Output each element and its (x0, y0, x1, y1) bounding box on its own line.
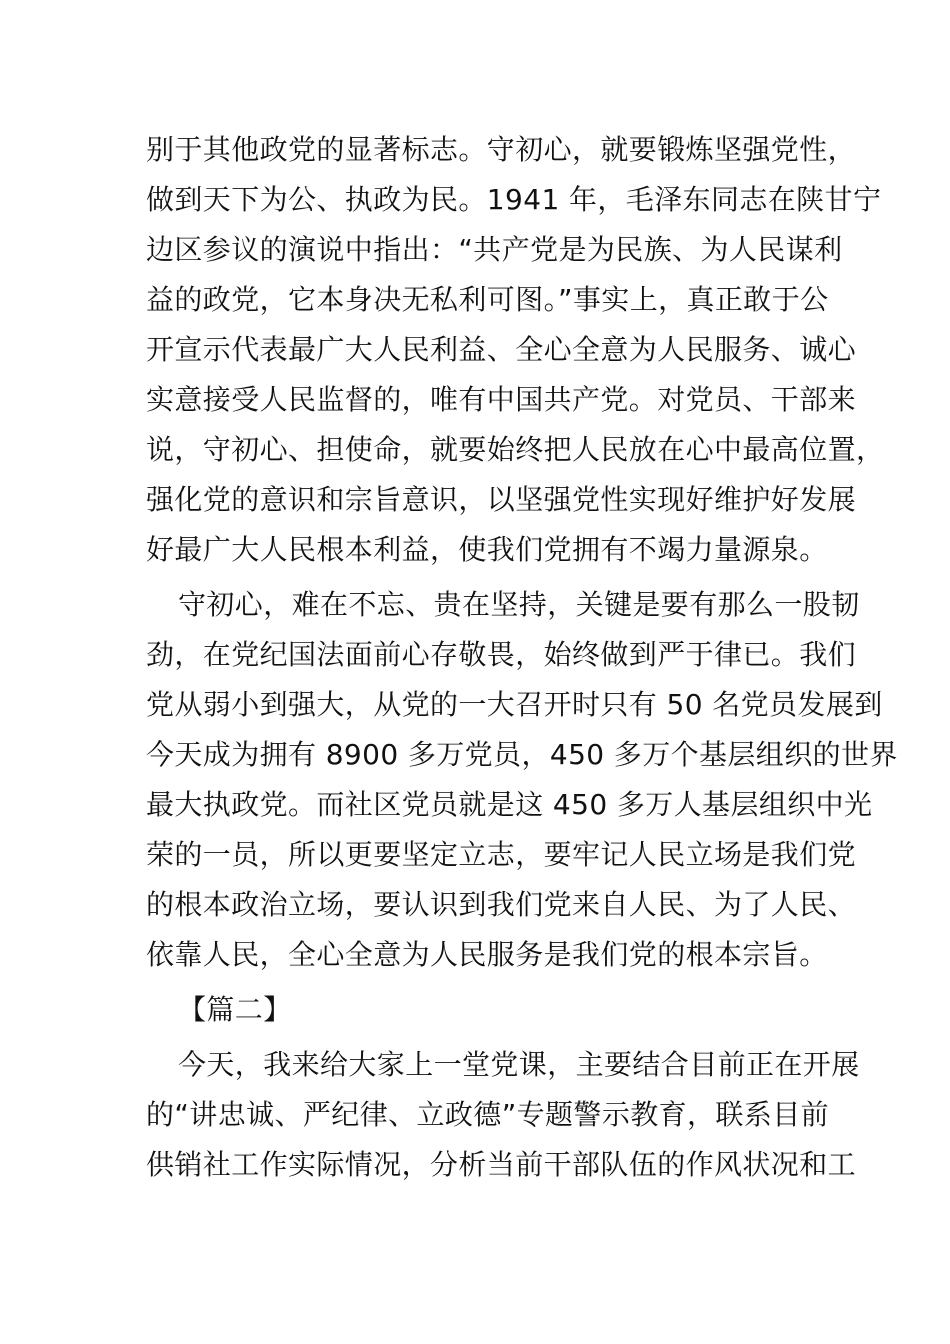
text-line: 开宣示代表最广大人民利益、全心全意为人民服务、诚心 (146, 333, 857, 366)
text-line: 强化党的意识和宗旨意识，以坚强党性实现好维护好发展 (146, 483, 857, 516)
paragraph-first-line: 守初心，难在不忘、贵在坚持，关键是要有那么一股韧 (178, 588, 860, 621)
text-line: 做到天下为公、执政为民。1941 年，毛泽东同志在陕甘宁 (146, 183, 882, 216)
text-line: 别于其他政党的显著标志。守初心，就要锻炼坚强党性， (146, 133, 857, 166)
text-line: 益的政党，它本身决无私利可图。”事实上，真正敢于公 (146, 283, 829, 316)
paragraph-first-line: 今天，我来给大家上一堂党课，主要结合目前正在开展 (178, 1048, 860, 1081)
text-line: 党从弱小到强大，从党的一大召开时只有 50 名党员发展到 (146, 688, 883, 721)
text-line: 依靠人民，全心全意为人民服务是我们党的根本宗旨。 (146, 938, 828, 971)
text-line: 荣的一员，所以更要坚定立志，要牢记人民立场是我们党 (146, 838, 857, 871)
text-line: 实意接受人民监督的，唯有中国共产党。对党员、干部来 (146, 383, 857, 416)
text-line: 边区参议的演说中指出：“共产党是为民族、为人民谋利 (146, 233, 843, 266)
text-line: 说，守初心、担使命，就要始终把人民放在心中最高位置， (146, 433, 885, 466)
text-line: 的根本政治立场，要认识到我们党来自人民、为了人民、 (146, 888, 857, 921)
text-line: 的“讲忠诚、严纪律、立政德”专题警示教育，联系目前 (146, 1098, 830, 1131)
text-line: 今天成为拥有 8900 多万党员，450 多万个基层组织的世界 (146, 738, 898, 771)
section-heading: 【篇二】 (178, 993, 292, 1026)
text-line: 好最广大人民根本利益，使我们党拥有不竭力量源泉。 (146, 533, 828, 566)
text-line: 最大执政党。而社区党员就是这 450 多万人基层组织中光 (146, 788, 873, 821)
text-line: 劲，在党纪国法面前心存敬畏，始终做到严于律已。我们 (146, 638, 857, 671)
text-line: 供销社工作实际情况，分析当前干部队伍的作风状况和工 (146, 1148, 857, 1181)
